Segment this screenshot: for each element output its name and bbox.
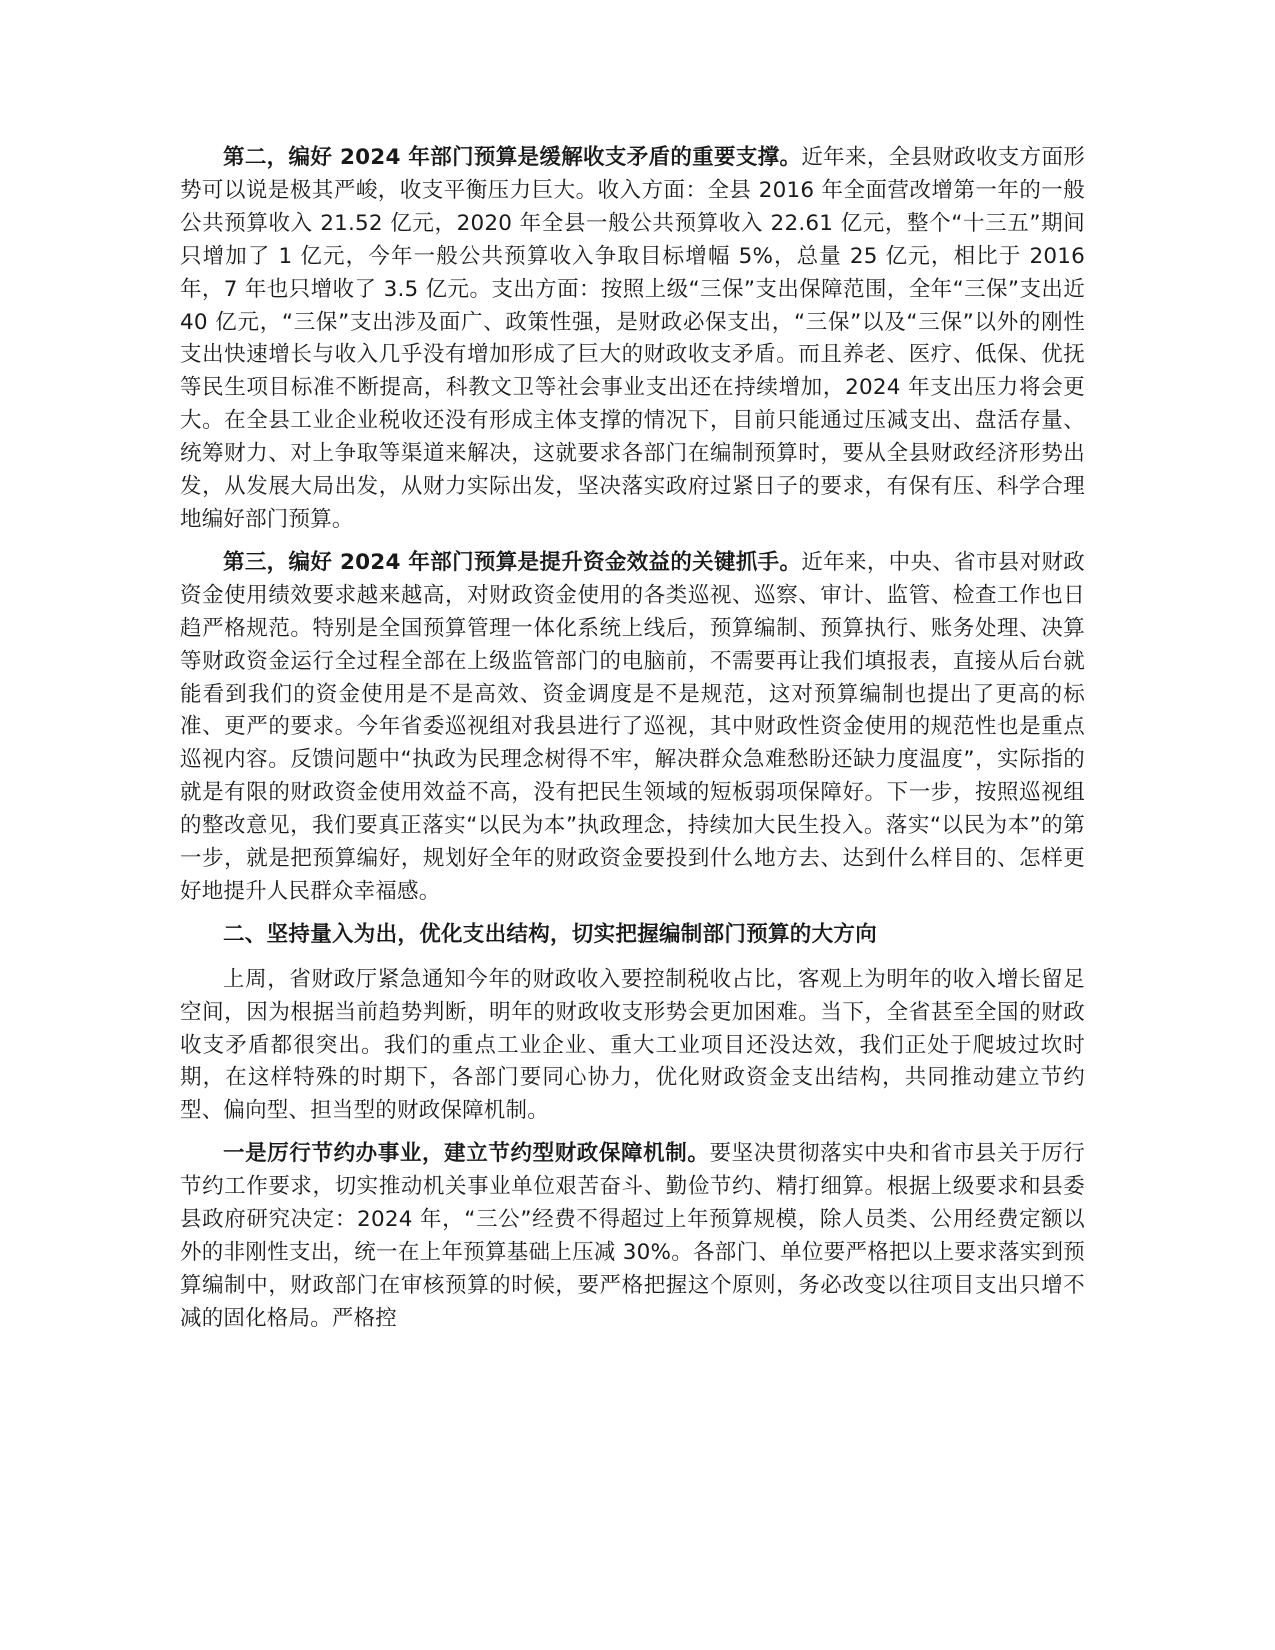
section-heading: 二、坚持量入为出，优化支出结构，切实把握编制部门预算的大方向 bbox=[223, 921, 878, 947]
document-page bbox=[180, 142, 1085, 1346]
paragraph-first-point bbox=[180, 1138, 1085, 1335]
paragraph-section-intro bbox=[180, 964, 1085, 1129]
paragraph-text: 要坚决贯彻落实中央和省市县关于厉行节约工作要求，切实推动机关事业单位艰苦奋斗、勤俭节约、精打细算。根据上级要求和县委县政府研究决定：2024 年，“三公”经费不得超过上年预算规模，除人员类、公用经费定额以外的非刚性支出，统一在上年预算基础上压减 30%。各部门、单位要严格把以上要求落实到预算编制中，财政部门在审核预算的时候，要严格把握这个原则，务必改变以往项目支出只增不减的固化格局。严格控 bbox=[180, 1141, 1086, 1331]
paragraph-text: 近年来，全县财政收支方面形势可以说是极其严峻，收支平衡压力巨大。收入方面：全县 2016 年全面营改增第一年的一般公共预算收入 21.52 亿元，2020 年全县一般公共预算收入 22.61 亿元，整个“十三五”期间只增加了 1 亿元，今年一般公共预算收入争取目标增幅 5%，总量 25 亿元，相比于 2016 年，7 年也只增收了 3.5 亿元。支出方面：按照上级“三保”支出保障范围，全年“三保”支出近 40 亿元，“三保”支出涉及面广、政策性强，是财政必保支出，“三保”以及“三保”以外的刚性支出快速增长与收入几乎没有增加形成了巨大的财政收支矛盾。而且养老、医疗、低保、优抚等民生项目标准不断提高，科教文卫等社会事业支出还在持续增加，2024 年支出压力将会更大。在全县工业企业税收还没有形成主体支撑的情况下，目前只能通过压减支出、盘活存量、统筹财力、对上争取等渠道来解决，这就要求各部门在编制预算时，要从全县财政经济形势出发，从发展大局出发，从财力实际出发，坚决落实政府过紧日子的要求，有保有压、科学合理地编好部门预算。 bbox=[180, 145, 1085, 532]
paragraph-lead: 一是厉行节约办事业，建立节约型财政保障机制。 bbox=[223, 1141, 710, 1167]
paragraph-lead: 第三，编好 2024 年部门预算是提升资金效益的关键抓手。 bbox=[223, 549, 802, 575]
paragraph-lead: 第二，编好 2024 年部门预算是缓解收支矛盾的重要支撑。 bbox=[223, 145, 802, 170]
paragraph-second bbox=[180, 142, 1085, 537]
paragraph-text: 近年来，中央、省市县对财政资金使用绩效要求越来越高，对财政资金使用的各类巡视、巡察、审计、监管、检查工作也日趋严格规范。特别是全国预算管理一体化系统上线后，预算编制、预算执行、账务处理、决算等财政资金运行全过程全部在上级监管部门的电脑前，不需要再让我们填报表，直接从后台就能看到我们的资金使用是不是高效、资金调度是不是规范，这对预算编制也提出了更高的标准、更严的要求。今年省委巡视组对我县进行了巡视，其中财政性资金使用的规范性也是重点巡视内容。反馈问题中“执政为民理念树得不牢，解决群众急难愁盼还缺力度温度”，实际指的就是有限的财政资金使用效益不高，没有把民生领域的短板弱项保障好。下一步，按照巡视组的整改意见，我们要真正落实“以民为本”执政理念，持续加大民生投入。落实“以民为本”的第一步，就是把预算编好，规划好全年的财政资金要投到什么地方去、达到什么样目的、怎样更好地提升人民群众幸福感。 bbox=[180, 549, 1085, 904]
paragraph-third bbox=[180, 547, 1085, 909]
paragraph-text: 上周，省财政厅紧急通知今年的财政收入要控制税收占比，客观上为明年的收入增长留足空间，因为根据当前趋势判断，明年的财政收支形势会更加困难。当下，全省甚至全国的财政收支矛盾都很突出。我们的重点工业企业、重大工业项目还没达效，我们正处于爬坡过坎时期，在这样特殊的时期下，各部门要同心协力，优化财政资金支出结构，共同推动建立节约型、偏向型、担当型的财政保障机制。 bbox=[180, 966, 1085, 1124]
